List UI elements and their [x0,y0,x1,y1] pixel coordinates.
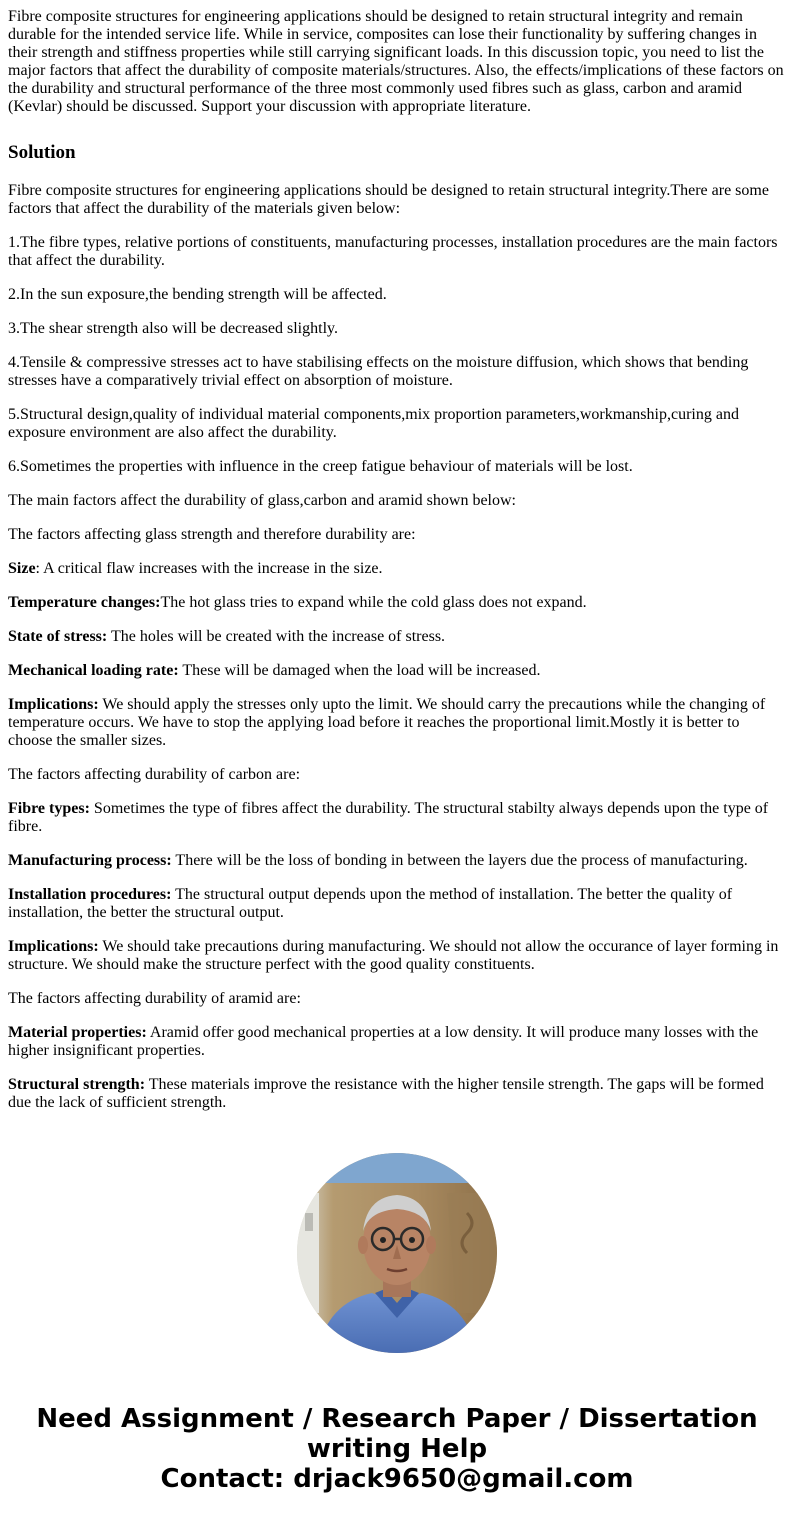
carbon-fibre-types-text: Sometimes the type of fibres affect the durability. The structural stabilty always depends upon the type of fibre. [8,800,769,835]
aramid-structural-strength-label: Structural strength: [8,1076,146,1093]
aramid-material-properties-text: Aramid offer good mechanical properties at a low density. It will produce many losses with the higher insignificant properties. [8,1024,759,1059]
glass-size-text: : A critical flaw increases with the increase in the size. [35,560,383,577]
glass-loading [8,662,786,680]
main-factors-line: The main factors affect the durability of glass,carbon and aramid shown below: [8,492,516,509]
question-paragraph: Fibre composite structures for engineering applications should be designed to retain structural integrity and remain durable for the intended service life. While in service, composites can lose their functionality by suffering changes in their strength and stiffness properties while still carrying significant loads. In this discussion topic, you need to list the major factors that affect the durability of composite materials/structures. Also, the effects/implications of these factors on the durability and structural performance of the three most commonly used fibres such as glass, carbon and aramid (Kevlar) should be discussed. Support your discussion with appropriate literature. [8,8,784,115]
footer-banner [0,1404,794,1494]
carbon-implications-text: We should take precautions during manufacturing. We should not allow the occurance of layer forming in structure. We should make the structure perfect with the good quality constituents. [8,938,779,973]
carbon-manufacturing-text: There will be the loss of bonding in between the layers due the process of manufacturing. [171,852,748,869]
glass-temperature-text: The hot glass tries to expand while the cold glass does not expand. [160,594,587,611]
carbon-implications [8,938,786,974]
aramid-material-properties [8,1024,786,1060]
aramid-structural-strength [8,1076,786,1112]
glass-heading: The factors affecting glass strength and therefore durability are: [8,526,416,543]
aramid-structural-strength-text: These materials improve the resistance with the higher tensile strength. The gaps will be formed due the lack of sufficient strength. [8,1076,764,1111]
aramid-heading: The factors affecting durability of aramid are: [8,990,301,1007]
glass-loading-text: These will be damaged when the load will be increased. [178,662,541,679]
aramid-material-properties-label: Material properties: [8,1024,147,1041]
glass-temperature-label: Temperature changes: [8,594,161,611]
glass-implications [8,696,786,750]
glass-stress-label: State of stress: [8,628,108,645]
carbon-heading: The factors affecting durability of carbon are: [8,766,301,783]
point-6: 6.Sometimes the properties with influence in the creep fatigue behaviour of materials will be lost. [8,458,633,475]
carbon-installation-text: The structural output depends upon the method of installation. The better the quality of installation, the better the structural output. [8,886,733,921]
document-body [8,8,786,1128]
glass-implications-text: We should apply the stresses only upto the limit. We should carry the precautions while the changing of temperature occurs. We have to stop the applying load before it reaches the proportional limit.Mostly it is better to choose the smaller sizes. [8,696,766,749]
glass-stress-text: The holes will be created with the increase of stress. [107,628,446,645]
carbon-fibre-types [8,800,786,836]
footer-help-line: Need Assignment / Research Paper / Dissertation writing Help [36,1404,758,1464]
point-4: 4.Tensile & compressive stresses act to have stabilising effects on the moisture diffusion, which shows that bending stresses have a comparatively trivial effect on absorption of moisture. [8,354,749,389]
glass-stress [8,628,786,646]
carbon-manufacturing [8,852,786,870]
glass-temperature [8,594,786,612]
point-5: 5.Structural design,quality of individual material components,mix proportion parameters,workmanship,curing and exposure environment are also affect the durability. [8,406,739,441]
carbon-implications-label: Implications: [8,938,99,955]
point-1: 1.The fibre types, relative portions of constituents, manufacturing processes, installation procedures are the main factors that affect the durability. [8,234,778,269]
glass-size [8,560,786,578]
author-avatar [297,1153,497,1353]
footer-contact-line: Contact: drjack9650@gmail.com [160,1464,634,1494]
intro-paragraph: Fibre composite structures for engineering applications should be designed to retain structural integrity.There are some factors that affect the durability of the materials given below: [8,182,769,217]
glass-size-label: Size [8,560,36,577]
glass-implications-label: Implications: [8,696,99,713]
glass-loading-label: Mechanical loading rate: [8,662,179,679]
point-3: 3.The shear strength also will be decreased slightly. [8,320,338,337]
carbon-installation [8,886,786,922]
carbon-manufacturing-label: Manufacturing process: [8,852,172,869]
carbon-fibre-types-label: Fibre types: [8,800,90,817]
carbon-installation-label: Installation procedures: [8,886,172,903]
author-portrait-image [297,1153,497,1353]
point-2: 2.In the sun exposure,the bending strength will be affected. [8,286,387,303]
solution-heading: Solution [8,142,76,163]
